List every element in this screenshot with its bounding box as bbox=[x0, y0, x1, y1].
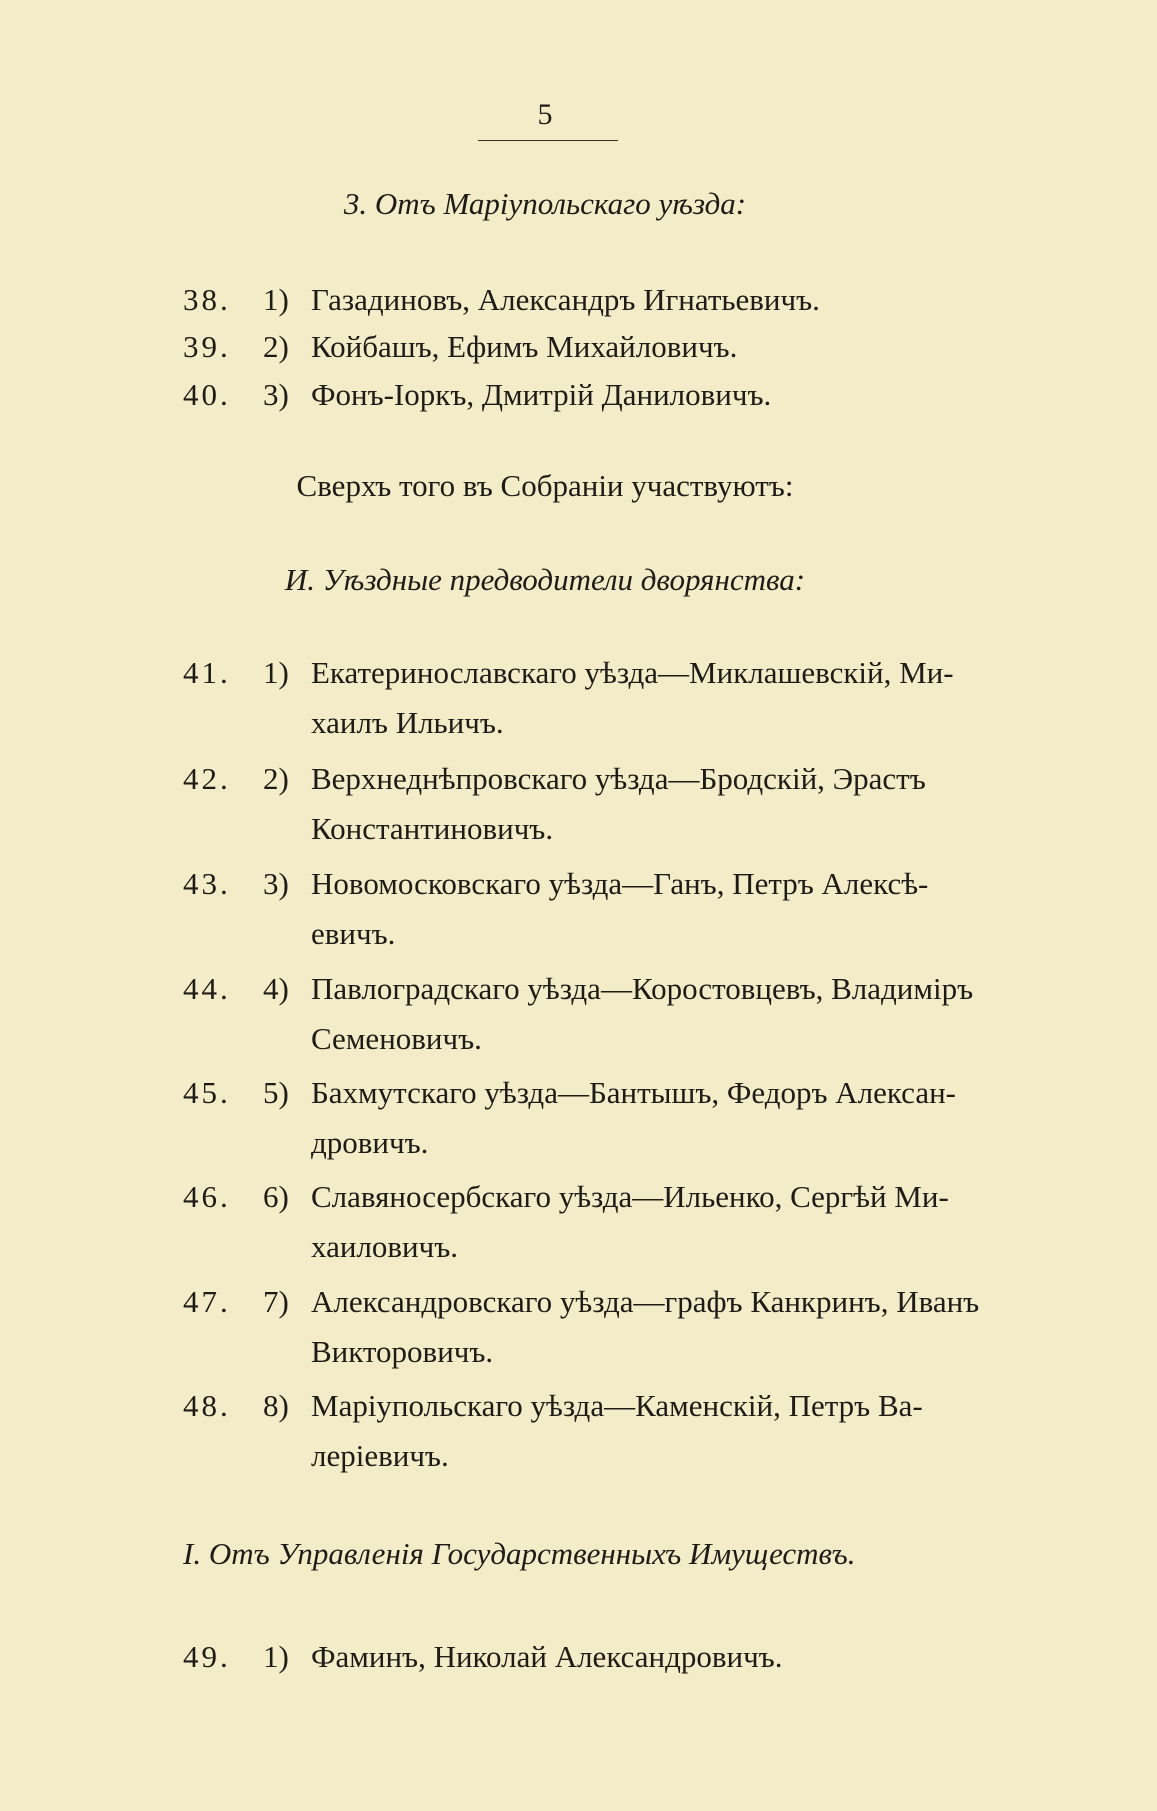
entry-line-2: дровичъ. bbox=[311, 1125, 429, 1160]
entry-subnumber: 1) bbox=[263, 282, 289, 317]
entry-subnumber: 3) bbox=[263, 866, 289, 901]
entry-subnumber: 3) bbox=[263, 377, 289, 412]
entry-line-1: Новомосковскаго уѣзда—Ганъ, Петръ Алексѣ- bbox=[311, 866, 929, 901]
entry-subnumber: 4) bbox=[263, 971, 289, 1006]
entry-name: Газадиновъ, Александръ Игнатьевичъ. bbox=[311, 282, 820, 317]
entry-line-2: евичъ. bbox=[311, 916, 396, 951]
entry-subnumber: 6) bbox=[263, 1179, 289, 1214]
entry-number: 44. bbox=[183, 971, 231, 1006]
list-item bbox=[183, 859, 983, 959]
list-item bbox=[183, 964, 983, 1064]
entry-number: 45. bbox=[183, 1075, 231, 1110]
entry-name: Фаминъ, Николай Александровичъ. bbox=[311, 1639, 783, 1674]
entry-line-1: Маріупольскаго уѣзда—Каменскій, Петръ Ва- bbox=[311, 1388, 923, 1423]
entry-subnumber: 8) bbox=[263, 1388, 289, 1423]
list-item bbox=[183, 1632, 983, 1682]
section-heading-marshals: И. Уѣздные предводители дворянства: bbox=[284, 562, 806, 597]
entry-line-2: хаиловичъ. bbox=[311, 1229, 459, 1264]
entry-line-2: Викторовичъ. bbox=[311, 1334, 494, 1369]
entry-name: Фонъ-Іоркъ, Дмитрій Даниловичъ. bbox=[311, 377, 772, 412]
entry-number: 46. bbox=[183, 1179, 231, 1214]
entry-line-1: Павлоградскаго уѣзда—Коростовцевъ, Владиміръ bbox=[311, 971, 974, 1006]
entry-subnumber: 1) bbox=[263, 655, 289, 690]
section-heading-mariupol: 3. Отъ Маріупольскаго уѣзда: bbox=[343, 186, 747, 221]
entry-number: 41. bbox=[183, 655, 231, 690]
entry-line-2: хаилъ Ильичъ. bbox=[311, 705, 504, 740]
entry-number: 38. bbox=[183, 282, 231, 317]
entry-line-1: Бахмутскаго уѣзда—Бантышъ, Федоръ Алексан- bbox=[311, 1075, 956, 1110]
entry-line-1: Славяносербскаго уѣзда—Ильенко, Сергѣй Ми- bbox=[311, 1179, 949, 1214]
entry-line-2: Семеновичъ. bbox=[311, 1021, 482, 1056]
entry-line-2: леріевичъ. bbox=[311, 1438, 449, 1473]
entry-line-2: Константиновичъ. bbox=[311, 811, 554, 846]
list-item bbox=[183, 1381, 983, 1481]
section-heading-state-property: І. Отъ Управленія Государственныхъ Имуществъ. bbox=[183, 1536, 856, 1571]
entry-number: 48. bbox=[183, 1388, 231, 1423]
header-rule bbox=[478, 140, 618, 141]
list-item bbox=[183, 1068, 983, 1168]
page-number: 5 bbox=[537, 98, 553, 131]
entry-line-1: Верхнеднѣпровскаго уѣзда—Бродскій, Эрастъ bbox=[311, 761, 926, 796]
entry-subnumber: 7) bbox=[263, 1284, 289, 1319]
list-item bbox=[183, 1277, 983, 1377]
participation-note: Сверхъ того въ Собраніи участвуютъ: bbox=[296, 468, 794, 503]
entry-subnumber: 1) bbox=[263, 1639, 289, 1674]
entry-number: 49. bbox=[183, 1639, 231, 1674]
entry-subnumber: 2) bbox=[263, 329, 289, 364]
entry-subnumber: 2) bbox=[263, 761, 289, 796]
entry-number: 39. bbox=[183, 329, 231, 364]
entry-number: 43. bbox=[183, 866, 231, 901]
list-item bbox=[183, 322, 983, 372]
entry-number: 40. bbox=[183, 377, 231, 412]
entry-number: 47. bbox=[183, 1284, 231, 1319]
entry-name: Койбашъ, Ефимъ Михайловичъ. bbox=[311, 329, 738, 364]
list-item bbox=[183, 370, 983, 420]
list-item bbox=[183, 275, 983, 325]
list-item bbox=[183, 1172, 983, 1272]
list-item bbox=[183, 648, 983, 748]
entry-subnumber: 5) bbox=[263, 1075, 289, 1110]
entry-line-1: Александровскаго уѣзда—графъ Канкринъ, Иванъ bbox=[311, 1284, 980, 1319]
entry-line-1: Екатеринославскаго уѣзда—Миклашевскій, Ми- bbox=[311, 655, 954, 690]
list-item bbox=[183, 754, 983, 854]
entry-number: 42. bbox=[183, 761, 231, 796]
